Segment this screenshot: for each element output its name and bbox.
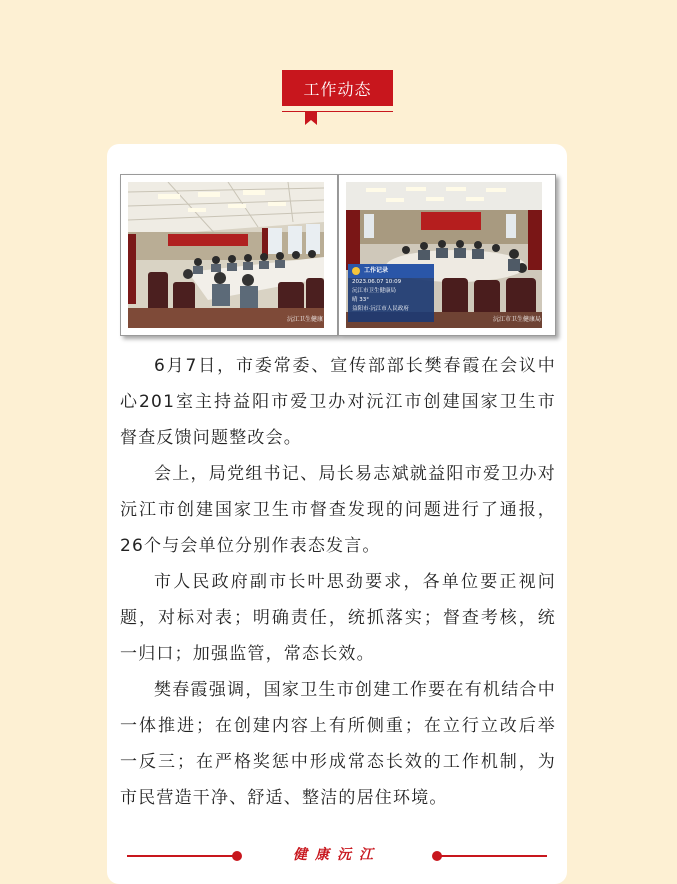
article-paragraph: 会上，局党组书记、局长易志斌就益阳市爱卫办对沅江市创建国家卫生市督查发现的问题进行了通报，26个与会单位分别作表态发言。 (120, 464, 556, 556)
overlay-line-1: 沅江市卫生健康局 (352, 288, 397, 294)
meeting-photo-2[interactable] (338, 174, 556, 336)
bookmark-icon (304, 112, 318, 126)
overlay-line-3: 益阳市·沅江市人民政府 (352, 306, 409, 312)
footer-line-left (127, 855, 237, 857)
article-body (120, 348, 556, 816)
overlay-timestamp: 2023.06.07 10:09 (352, 279, 402, 285)
footer-slogan: 健康沅江 (293, 847, 381, 863)
photo-watermark: 沅江卫生健康 (286, 316, 323, 323)
footer-line-right (437, 855, 547, 857)
section-title: 工作动态 (282, 70, 393, 106)
article-paragraph: 樊春霞强调，国家卫生市创建工作要在有机结合中一体推进；在创建内容上有所侧重；在立行立改后举一反三；在严格奖惩中形成常态长效的工作机制，为市民营造干净、舒适、整洁的居住环境。 (120, 680, 556, 808)
title-underline (282, 111, 393, 112)
footer-dot-left (232, 851, 242, 861)
article-paragraph: 6月7日，市委常委、宣传部部长樊春霞在会议中心201室主持益阳市爱卫办对沅江市创建国家卫生市督查反馈问题整改会。 (120, 356, 556, 448)
meeting-photo-1-image (128, 182, 324, 328)
photo-watermark: 沅江市卫生健康局 (492, 316, 541, 323)
overlay-line-2: 晴 33° (352, 297, 369, 303)
photo-info-overlay (348, 264, 434, 322)
meeting-photo-1[interactable] (120, 174, 338, 336)
article-paragraph: 市人民政府副市长叶思劲要求，各单位要正视问题，对标对表；明确责任，统抓落实；督查考核，统一归口；加强监管，常态长效。 (120, 572, 556, 664)
section-header (0, 70, 677, 126)
overlay-title: 工作记录 (364, 267, 389, 274)
card-footer (107, 844, 567, 868)
article-card (107, 144, 567, 884)
